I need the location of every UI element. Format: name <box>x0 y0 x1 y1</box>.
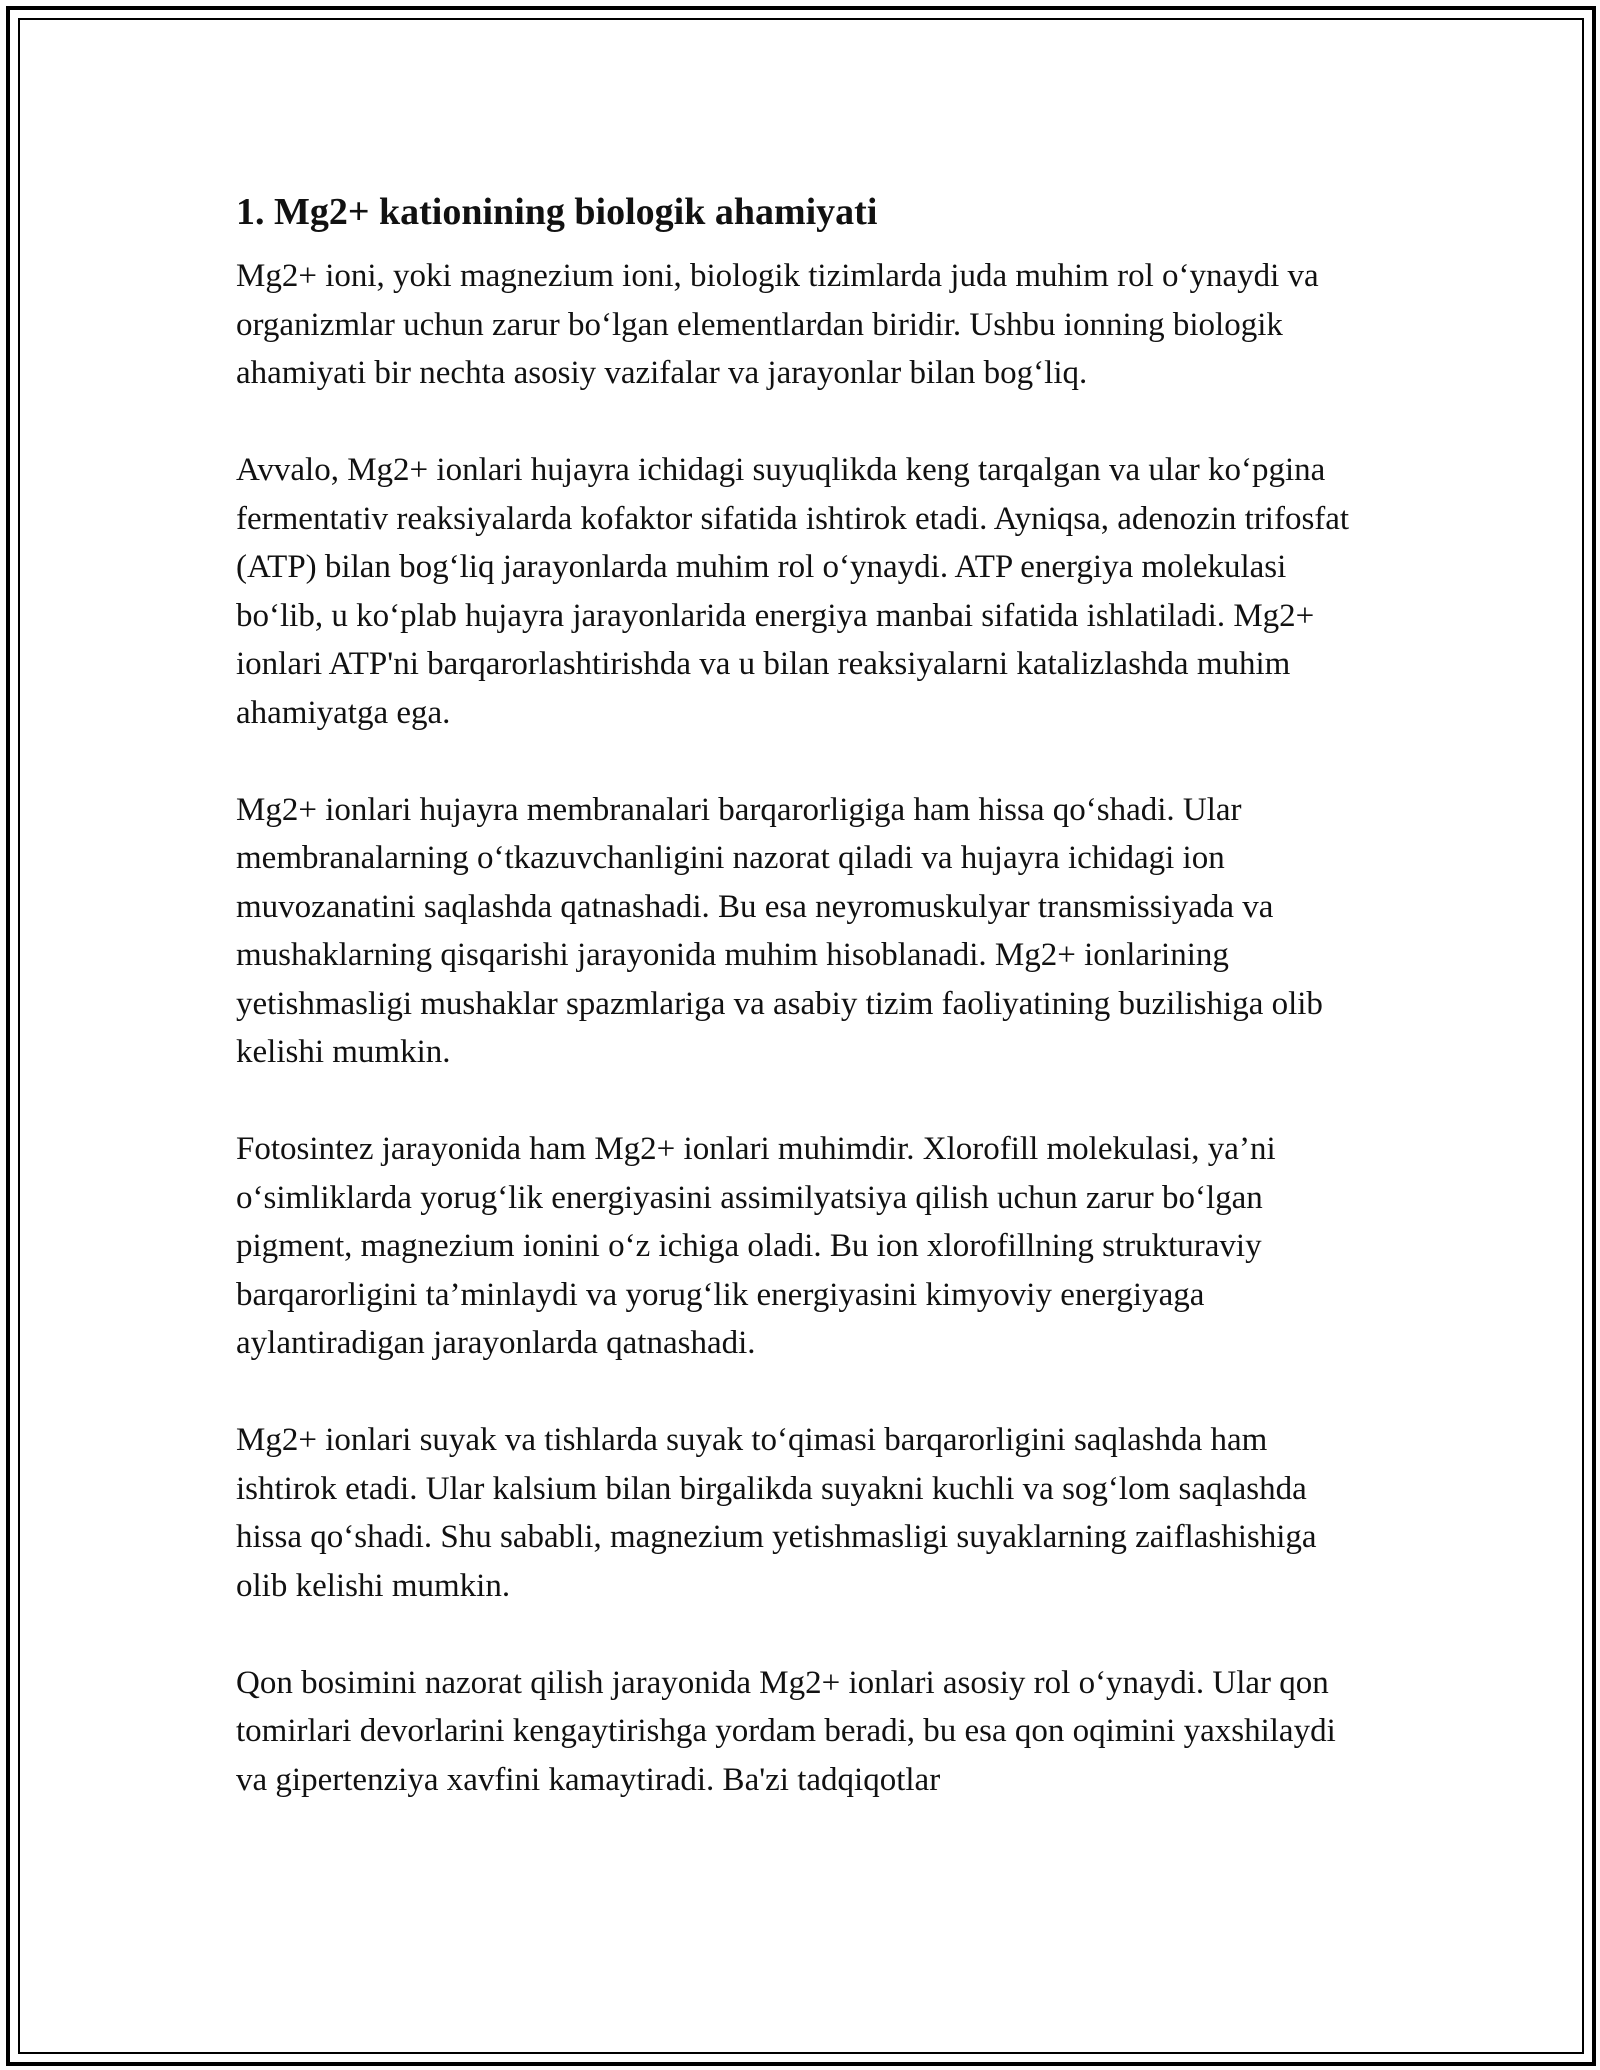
paragraph-atp: Avvalo, Mg2+ ionlari hujayra ichidagi suyuqlikda keng tarqalgan va ular ko‘pgina fermentativ reaksiyalarda kofaktor sifatida ishtirok etadi. Ayniqsa, adenozin trifosfat (ATP) bilan bog‘liq jarayonlarda muhim rol o‘ynaydi. ATP energiya molekulasi bo‘lib, u ko‘plab hujayra jarayonlarida energiya manbai sifatida ishlatiladi. Mg2+ ionlari ATP'ni barqarorlashtirishda va u bilan reaksiyalarni katalizlashda muhim ahamiyatga ega. <box>236 452 1350 731</box>
paragraph-bones: Mg2+ ionlari suyak va tishlarda suyak to‘qimasi barqarorligini saqlashda ham ishtirok etadi. Ular kalsium bilan birgalikda suyakni kuchli va sog‘lom saqlashda hissa qo‘shadi. Shu sababli, magnezium yetishmasligi suyaklarning zaiflashishiga olib kelishi mumkin. <box>236 1422 1317 1604</box>
paragraph-membranes: Mg2+ ionlari hujayra membranalari barqarorligiga ham hissa qo‘shadi. Ular membranalarning o‘tkazuvchanligini nazorat qiladi va hujayra ichidagi ion muvozanatini saqlashda qatnashadi. Bu esa neyromuskulyar transmissiyada va mushaklarning qisqarishi jarayonida muhim hisoblanadi. Mg2+ ionlarining yetishmasligi mushaklar spazmlariga va asabiy tizim faoliyatining buzilishiga olib kelishi mumkin. <box>236 791 1323 1070</box>
paragraph-intro: Mg2+ ioni, yoki magnezium ioni, biologik tizimlarda juda muhim rol o‘ynaydi va organizmlar uchun zarur bo‘lgan elementlardan biridir. Ushbu ionning biologik ahamiyati bir nechta asosiy vazifalar va jarayonlar bilan bog‘liq. <box>236 258 1319 391</box>
section-heading: 1. Mg2+ kationining biologik ahamiyati <box>236 191 878 233</box>
paragraph-blood-pressure: Qon bosimini nazorat qilish jarayonida Mg2+ ionlari asosiy rol o‘ynaydi. Ular qon tomirlari devorlarini kengaytirishga yordam beradi, bu esa qon oqimini yaxshilaydi va gipertenziya xavfini kamaytiradi. Ba'zi tadqiqotlar <box>236 1664 1336 1798</box>
document-body <box>236 184 1360 1804</box>
paragraph-photosynthesis: Fotosintez jarayonida ham Mg2+ ionlari muhimdir. Xlorofill molekulasi, ya’ni o‘simliklarda yorug‘lik energiyasini assimilyatsiya qilish uchun zarur bo‘lgan pigment, magnezium ionini o‘z ichiga oladi. Bu ion xlorofillning strukturaviy barqarorligini ta’minlaydi va yorug‘lik energiyasini kimyoviy energiyaga aylantiradigan jarayonlarda qatnashadi. <box>236 1131 1276 1361</box>
